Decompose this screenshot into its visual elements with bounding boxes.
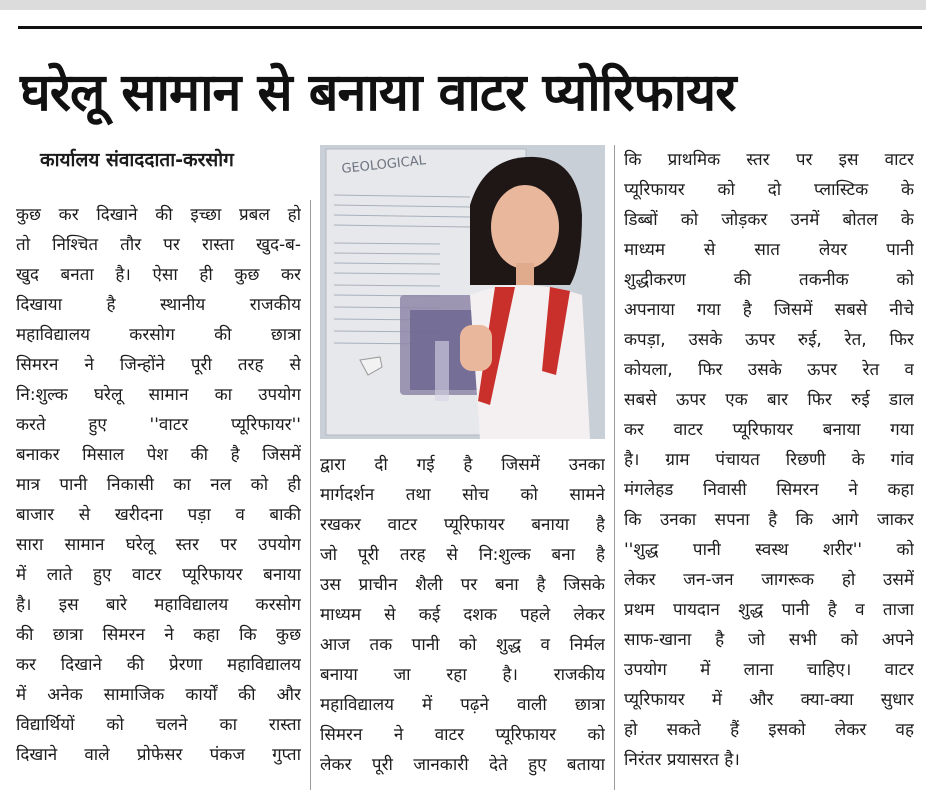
text-line: सिमरन ने वाटर प्यूरिफायर को [320,725,605,745]
column-divider [310,200,311,790]
article-column-2 [320,450,605,780]
text-line: हो सकते हैं इसको लेकर वह [624,720,914,740]
text-line: प्यूरिफायर में और क्या-क्या सुधार [624,690,914,710]
board-title-text: GEOLOGICAL [340,153,427,177]
text-line: शुद्धीकरण की तकनीक को [624,270,914,290]
text-line: दिखाया है स्थानीय राजकीय [16,295,301,315]
text-line: कोयला, फिर उसके ऊपर रेत व [624,360,914,380]
text-line: कर दिखाने की प्रेरणा महाविद्यालय [16,655,301,675]
byline: कार्यालय संवाददाता-करसोग [40,149,234,171]
text-line: सिमरन ने जिन्होंने पूरी तरह से [16,355,301,375]
text-line: में लाते हुए वाटर प्यूरिफायर बनाया [16,565,301,585]
article-column-1 [16,200,301,770]
text-line: माध्यम से सात लेयर पानी [624,240,914,260]
text-line: आज तक पानी को शुद्ध व निर्मल [320,635,605,655]
text-line: ''शुद्ध पानी स्वस्थ शरीर'' को [624,540,914,560]
text-line: है। ग्राम पंचायत रिछणी के गांव [624,450,914,470]
text-line: डिब्बों को जोड़कर उनमें बोतल के [624,210,914,230]
text-line: मात्र पानी निकासी का नल को ही [16,475,301,495]
text-line: कि प्राथमिक स्तर पर इस वाटर [624,150,914,170]
text-line: मार्गदर्शन तथा सोच को सामने [320,485,605,505]
text-line: उस प्राचीन शैली पर बना है जिसके [320,575,605,595]
text-line: द्वारा दी गई है जिसमें उनका [320,455,605,475]
text-line: सारा सामान घरेलू स्तर पर उपयोग [16,535,301,555]
text-line: में अनेक सामाजिक कार्यों की और [16,685,301,705]
text-line: बाजार से खरीदना पड़ा व बाकी [16,505,301,525]
text-line: रखकर वाटर प्यूरिफायर बनाया है [320,515,605,535]
text-line: साफ-खाना है जो सभी को अपने [624,630,914,650]
text-line: लेकर जन-जन जागरूक हो उसमें [624,570,914,590]
text-line: माध्यम से कई दशक पहले लेकर [320,605,605,625]
text-line: की छात्रा सिमरन ने कहा कि कुछ [16,625,301,645]
text-line: निरंतर प्रयासरत है। [624,750,740,770]
article-column-3 [624,145,914,775]
text-line: अपनाया गया है जिसमें सबसे नीचे [624,300,914,320]
text-line: विद्यार्थियों को चलने का रास्ता [16,715,301,735]
text-line: सबसे ऊपर एक बार फिर रुई डाल [624,390,914,410]
text-line: प्रथम पायदान शुद्ध पानी है व ताजा [624,600,914,620]
text-line: कपड़ा, उसके ऊपर रुई, रेत, फिर [624,330,914,350]
text-line: मंगलेहड निवासी सिमरन ने कहा [624,480,914,500]
text-line: प्यूरिफायर को दो प्लास्टिक के [624,180,914,200]
text-line: कुछ कर दिखाने की इच्छा प्रबल हो [16,205,301,225]
headline: घरेलू सामान से बनाया वाटर प्योरिफायर [20,63,736,123]
text-line: उपयोग में लाना चाहिए। वाटर [624,660,914,680]
text-line: लेकर पूरी जानकारी देते हुए बताया [320,755,605,775]
text-line: महाविद्यालय में पढ़ने वाली छात्रा [320,695,605,715]
text-line: बनाया जा रहा है। राजकीय [320,665,605,685]
text-line: नि:शुल्क घरेलू सामान का उपयोग [16,385,301,405]
text-line: महाविद्यालय करसोग की छात्रा [16,325,301,345]
column-divider [614,145,615,790]
text-line: कि उनका सपना है कि आगे जाकर [624,510,914,530]
text-line: कर वाटर प्यूरिफायर बनाया गया [624,420,914,440]
text-line: करते हुए ''वाटर प्यूरिफायर'' [16,415,301,435]
text-line: बनाकर मिसाल पेश की है जिसमें [16,445,301,465]
top-gray-band [0,0,926,10]
student-photo [320,145,605,439]
text-line: दिखाने वाले प्रोफेसर पंकज गुप्ता [16,745,301,765]
text-line: जो पूरी तरह से नि:शुल्क बना है [320,545,605,565]
text-line: है। इस बारे महाविद्यालय करसोग [16,595,301,615]
top-rule [18,26,922,29]
text-line: तो निश्चित तौर पर रास्ता खुद-ब- [16,235,301,255]
text-line: खुद बनता है। ऐसा ही कुछ कर [16,265,301,285]
